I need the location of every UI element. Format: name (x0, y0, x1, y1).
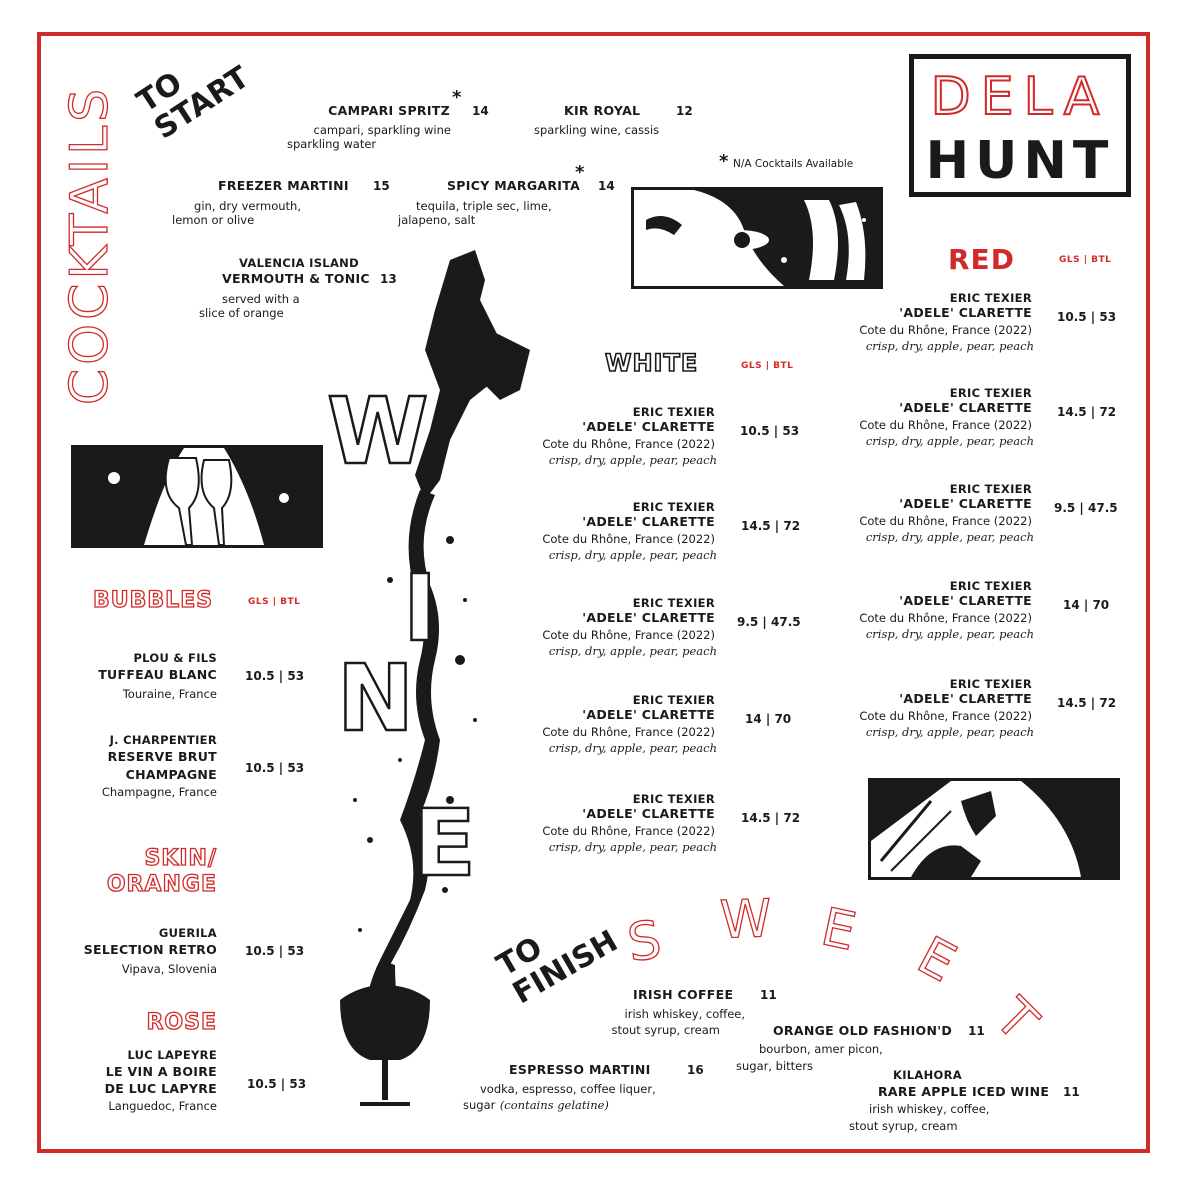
logo-line-2: HUNT (925, 131, 1115, 191)
red-item-price: 10.5 | 53 (1057, 310, 1117, 324)
white-item-name-line-2: 'ADELE' CLARETTE (582, 806, 715, 821)
red-item-name-line-2: 'ADELE' CLARETTE (899, 593, 1032, 608)
espresso-martini-desc-2-row (463, 1096, 609, 1114)
sweet-letter-w: W (718, 889, 773, 951)
logo-line-1: DELA (930, 67, 1110, 127)
white-item-origin: Cote du Rhône, France (2022) (542, 824, 715, 838)
white-item-origin: Cote du Rhône, France (2022) (542, 725, 715, 739)
red-item-origin: Cote du Rhône, France (2022) (859, 709, 1032, 723)
rose-item-line-1: LUC LAPEYRE (127, 1048, 217, 1062)
skin-item-line-1: GUERILA (158, 926, 217, 940)
red-item-name-line-2: 'ADELE' CLARETTE (899, 400, 1032, 415)
red-item-name-line-1: ERIC TEXIER (949, 386, 1032, 400)
wine-glass-toast-photo (71, 445, 323, 548)
bubbles-item-2-line-2: RESERVE BRUT (107, 749, 217, 764)
wine-letter-w: W (327, 378, 429, 485)
white-item-origin: Cote du Rhône, France (2022) (542, 437, 715, 451)
red-item-notes: crisp, dry, apple, pear, peach (865, 530, 1034, 544)
iced-wine-name: RARE APPLE ICED WINE (878, 1084, 1050, 1099)
white-item-price: 9.5 | 47.5 (737, 615, 801, 629)
red-item-name-line-1: ERIC TEXIER (949, 291, 1032, 305)
skin-item-price: 10.5 | 53 (245, 944, 305, 958)
white-item-price: 14.5 | 72 (741, 811, 801, 825)
red-item-notes: crisp, dry, apple, pear, peach (865, 434, 1034, 448)
white-item-name-line-1: ERIC TEXIER (632, 596, 715, 610)
asterisk-icon: * (452, 87, 462, 108)
rose-item-line-3: DE LUC LAPYRE (104, 1081, 217, 1096)
kir-royal-desc: sparkling wine, cassis (534, 123, 660, 137)
red-item-origin: Cote du Rhône, France (2022) (859, 418, 1032, 432)
bubbles-item-2-price: 10.5 | 53 (245, 761, 305, 775)
cocktails-vertical-title: COCKTAILS (60, 84, 120, 406)
red-item-price: 14.5 | 72 (1057, 696, 1117, 710)
red-item-name-line-1: ERIC TEXIER (949, 677, 1032, 691)
asterisk-icon: * (575, 162, 585, 183)
red-item-price: 14.5 | 72 (1057, 405, 1117, 419)
iced-wine-price: 11 (1063, 1085, 1080, 1099)
rose-item-price: 10.5 | 53 (247, 1077, 307, 1091)
vermouth-tonic-desc-2: slice of orange (199, 306, 284, 320)
irish-coffee-desc-1: irish whiskey, coffee, (624, 1007, 745, 1021)
vermouth-tonic-name: VERMOUTH & TONIC (222, 271, 370, 286)
red-heading: RED (948, 243, 1015, 276)
campari-spritz-desc-1: campari, sparkling wine (313, 123, 451, 137)
red-item-origin: Cote du Rhône, France (2022) (859, 514, 1032, 528)
white-heading: WHITE (605, 349, 699, 377)
wine-splash-bottle-glass (300, 240, 540, 1140)
sweet-letter-t: T (983, 987, 1049, 1053)
bubbles-item-2-origin: Champagne, France (101, 785, 217, 799)
vermouth-tonic-name-line-1: VALENCIA ISLAND (239, 256, 359, 270)
skin-heading-line-2: ORANGE (106, 872, 217, 897)
sweet-letter-e1: E (816, 897, 861, 963)
white-item-name-line-2: 'ADELE' CLARETTE (582, 610, 715, 625)
campari-spritz-desc-2: sparkling water (287, 137, 377, 151)
espresso-martini-desc-1: vodka, espresso, coffee liquer, (480, 1082, 656, 1096)
old-fashioned-name: ORANGE OLD FASHION'D (773, 1023, 953, 1038)
skin-item-line-2: SELECTION RETRO (83, 942, 217, 957)
white-item-notes: crisp, dry, apple, pear, peach (548, 840, 717, 854)
red-item-price: 14 | 70 (1063, 598, 1110, 612)
red-item-origin: Cote du Rhône, France (2022) (859, 323, 1032, 337)
red-item-name-line-2: 'ADELE' CLARETTE (899, 305, 1032, 320)
red-item-name-line-1: ERIC TEXIER (949, 482, 1032, 496)
white-item-name-line-2: 'ADELE' CLARETTE (582, 707, 715, 722)
rose-heading: ROSE (146, 1010, 217, 1035)
irish-coffee-desc-2: stout syrup, cream (611, 1023, 720, 1037)
freezer-martini-price: 15 (373, 179, 390, 193)
spicy-margarita-name: SPICY MARGARITA (447, 178, 581, 193)
white-item-name-line-1: ERIC TEXIER (632, 792, 715, 806)
bubbles-item-2-line-1: J. CHARPENTIER (109, 733, 217, 747)
red-item-price: 9.5 | 47.5 (1054, 501, 1118, 515)
white-item-price: 14 | 70 (745, 712, 792, 726)
bubbles-heading: BUBBLES (93, 588, 214, 613)
logo (909, 54, 1131, 197)
white-gls-btl: GLS | BTL (741, 361, 794, 371)
white-item-price: 14.5 | 72 (741, 519, 801, 533)
na-cocktails-note: N/A Cocktails Available (733, 158, 854, 170)
kir-royal-price: 12 (676, 104, 693, 118)
wine-letter-n: N (337, 645, 414, 752)
kir-royal-name: KIR ROYAL (564, 103, 641, 118)
old-fashioned-price: 11 (968, 1024, 985, 1038)
bubbles-item-1-line-2: TUFFEAU BLANC (98, 667, 217, 682)
white-item-name-line-1: ERIC TEXIER (632, 405, 715, 419)
red-item-name-line-1: ERIC TEXIER (949, 579, 1032, 593)
sweet-letter-s: S (623, 909, 666, 975)
white-item-name-line-2: 'ADELE' CLARETTE (582, 514, 715, 529)
white-item-name-line-2: 'ADELE' CLARETTE (582, 419, 715, 434)
wine-letter-i: I (403, 555, 438, 662)
white-item-notes: crisp, dry, apple, pear, peach (548, 741, 717, 755)
asterisk-icon: * (719, 151, 729, 172)
espresso-martini-note: (contains gelatine) (499, 1098, 609, 1112)
red-item-notes: crisp, dry, apple, pear, peach (865, 339, 1034, 353)
spicy-margarita-desc-1: tequila, triple sec, lime, (416, 199, 552, 213)
bubbles-item-1-line-1: PLOU & FILS (133, 651, 217, 665)
white-item-name-line-1: ERIC TEXIER (632, 500, 715, 514)
white-item-origin: Cote du Rhône, France (2022) (542, 628, 715, 642)
red-item-origin: Cote du Rhône, France (2022) (859, 611, 1032, 625)
skin-heading-line-1: SKIN/ (144, 846, 217, 871)
rose-item-line-2: LE VIN A BOIRE (105, 1064, 217, 1079)
white-item-origin: Cote du Rhône, France (2022) (542, 532, 715, 546)
rose-item-origin: Languedoc, France (108, 1099, 217, 1113)
campari-spritz-name: CAMPARI SPRITZ (328, 103, 450, 118)
irish-coffee-price: 11 (760, 988, 777, 1002)
red-item-notes: crisp, dry, apple, pear, peach (865, 725, 1034, 739)
bubbles-gls-btl: GLS | BTL (248, 597, 301, 607)
espresso-martini-desc-2: sugar (463, 1098, 496, 1112)
freezer-martini-name: FREEZER MARTINI (218, 178, 349, 193)
sweet-letter-e2: E (907, 925, 966, 995)
old-fashioned-desc-2: sugar, bitters (736, 1059, 813, 1073)
white-item-notes: crisp, dry, apple, pear, peach (548, 453, 717, 467)
vermouth-tonic-price: 13 (380, 272, 397, 286)
wine-letter-e: E (413, 790, 476, 897)
freezer-martini-desc-1: gin, dry vermouth, (194, 199, 301, 213)
hands-photo (868, 778, 1120, 880)
red-item-notes: crisp, dry, apple, pear, peach (865, 627, 1034, 641)
eye-photo (631, 187, 883, 289)
bubbles-item-2-line-3: CHAMPAGNE (125, 767, 217, 782)
iced-wine-desc-2: stout syrup, cream (849, 1119, 958, 1133)
vermouth-tonic-desc-1: served with a (222, 292, 300, 306)
skin-item-origin: Vipava, Slovenia (121, 962, 217, 976)
iced-wine-name-line-1: KILAHORA (893, 1068, 962, 1082)
spicy-margarita-price: 14 (598, 179, 615, 193)
white-item-notes: crisp, dry, apple, pear, peach (548, 548, 717, 562)
white-item-notes: crisp, dry, apple, pear, peach (548, 644, 717, 658)
old-fashioned-desc-1: bourbon, amer picon, (759, 1042, 883, 1056)
spicy-margarita-desc-2: jalapeno, salt (398, 213, 476, 227)
white-item-name-line-1: ERIC TEXIER (632, 693, 715, 707)
red-gls-btl: GLS | BTL (1059, 255, 1112, 265)
campari-spritz-price: 14 (472, 104, 489, 118)
to-finish-text: TO FINISH (491, 923, 624, 1012)
freezer-martini-desc-2: lemon or olive (172, 213, 255, 227)
iced-wine-desc-1: irish whiskey, coffee, (869, 1102, 990, 1116)
to-start-text: TO START (130, 59, 256, 147)
bubbles-item-1-origin: Touraine, France (122, 687, 217, 701)
espresso-martini-name: ESPRESSO MARTINI (509, 1062, 651, 1077)
red-item-name-line-2: 'ADELE' CLARETTE (899, 496, 1032, 511)
bubbles-item-1-price: 10.5 | 53 (245, 669, 305, 683)
red-item-name-line-2: 'ADELE' CLARETTE (899, 691, 1032, 706)
espresso-martini-price: 16 (687, 1063, 704, 1077)
irish-coffee-name: IRISH COFFEE (633, 987, 734, 1002)
white-item-price: 10.5 | 53 (740, 424, 800, 438)
